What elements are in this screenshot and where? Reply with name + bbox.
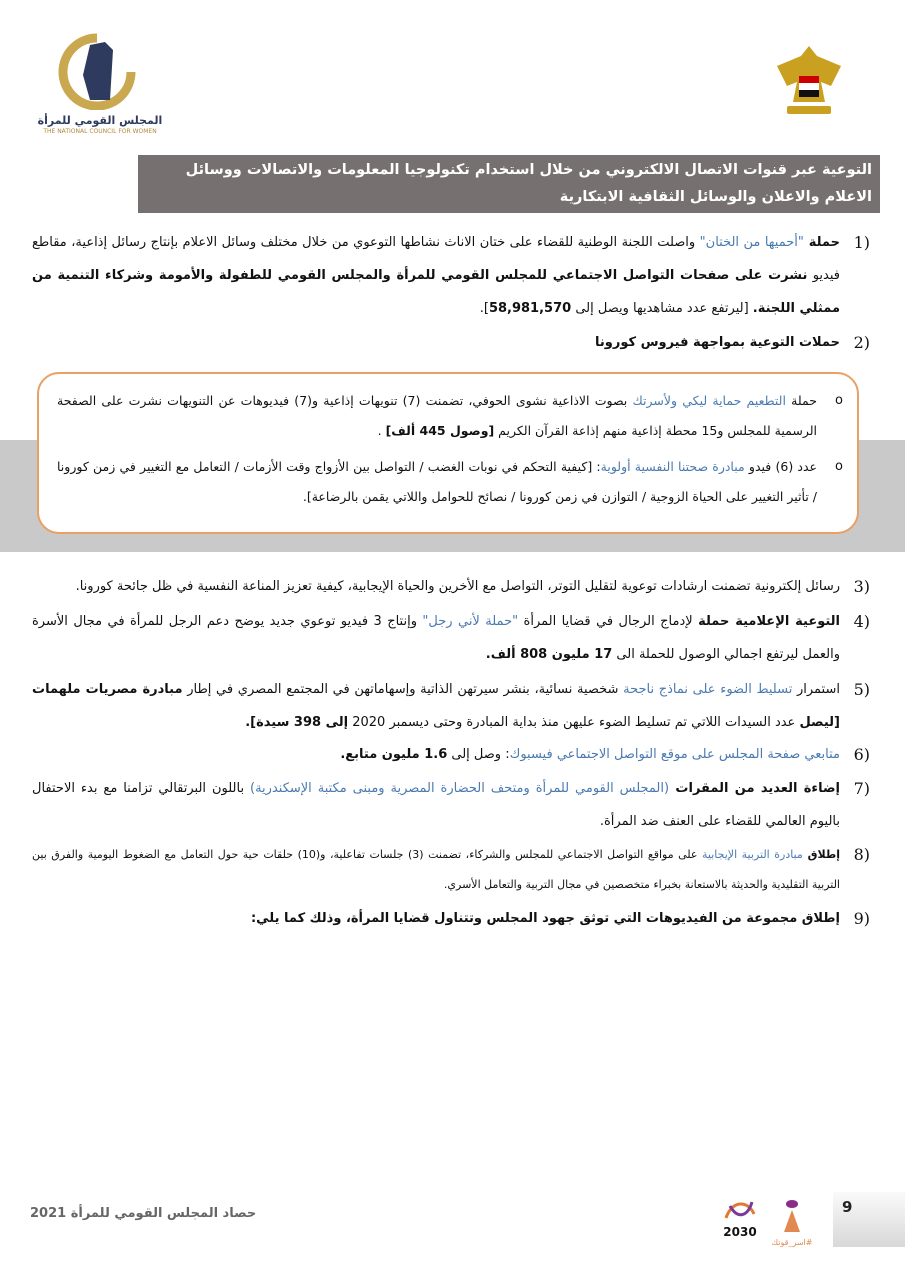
text-segment: واصلت اللجنة الوطنية للقضاء على ختان الاناث نشاطها التوعوي من خلال مختلف وسائل الاعلام بإنتاج رسائل إذاعية، مقاطع فيديو [32,235,840,283]
vision-2030-logo [718,1198,762,1244]
bold-text: إضاءة العديد من المقرات [669,781,840,796]
text-segment: : [كيفية التحكم في نوبات الغضب / التواصل بين الأزواج وقت الأزمات / التعامل مع التغيير في زمن كورونا / تأثير التغيير على الحياة الزوجية / التوازن في زمن كورونا / نصائح للحوامل واللاتي يقمن بالرضاعة]. [57,459,817,504]
logo-english-text: THE NATIONAL COUNCIL FOR WOMEN [43,128,157,135]
list-item [32,772,870,838]
highlighted-text: تسليط الضوء على نماذج ناجحة [623,682,793,697]
list-item-number: 3) [853,577,870,596]
footer-title: حصاد المجلس القومي للمرأة 2021 [30,1206,257,1221]
highlighted-text: مبادرة صحتنا النفسية أولوية [600,459,745,474]
text-segment: ]. [479,301,489,316]
bold-text: حملات التوعية بمواجهة فيروس كورونا [595,335,840,350]
bold-text: مبادرة مصريات ملهمات [32,682,183,697]
bullet-item [57,452,843,512]
bold-text: 58,981,570 [488,301,572,316]
list-item [32,326,870,359]
bold-text: التوعية الإعلامية حملة [698,614,841,629]
highlighted-text: متابعي صفحة المجلس على موقع التواصل الاجتماعي فيسبوك [509,747,840,762]
list-item [32,840,870,900]
list-item [32,570,870,603]
text-segment: استمرار [792,682,840,697]
page-number: 9 [842,1198,853,1216]
bullet-circle-icon: o [835,459,843,474]
campaign-logo [770,1196,814,1248]
bold-text: إطلاق [802,848,840,861]
bold-text: إطلاق مجموعة من الفيديوهات التي توثق جهود المجلس وتتناول قضايا المرأة، وذلك كما يلي: [250,911,840,926]
bold-text: حملة [803,235,840,250]
text-segment: شخصية نسائية، بنشر سيرتهن الذاتية وإسهاماتهن في المجتمع المصري في إطار [182,682,624,697]
highlighted-text: مبادرة التربية الإيجابية [702,848,803,861]
list-item [32,226,870,325]
highlighted-text: "حملة لأني رجل" [422,614,519,629]
egypt-eagle-emblem [775,42,843,120]
bold-text: [ليصل [799,715,840,730]
text-segment: بصوت الاذاعية نشوى الحوفي، تضمنت (7) تنويهات إذاعية و(7) فيديوهات عن التنويهات نشرت على الصفحة الرسمية للمجلس و15 محطة إذاعية منهم إذاعة القرآن الكريم [57,393,817,438]
ncw-logo [35,30,165,138]
text-segment: على مواقع التواصل الاجتماعي للمجلس والشركاء، تضمنت (3) جلسات تفاعلية، و(10) حلقات حية حول التعامل مع الضغوط اليومية والفرق بين التربية التقليدية والحديثة بالاستعانة بخبراء متخصصين في مجال التربية والتعامل الأسري. [32,848,840,891]
section-title-bar: التوعية عبر قنوات الاتصال الالكتروني من خلال استخدام تكنولوجيا المعلومات والاتصالات ووسائل الاعلام والاعلان والوسائل الثقافية الابتكارية [138,155,880,213]
list-item-number: 9) [853,909,870,928]
logo-arabic-text: المجلس القومي للمرأة [37,114,163,127]
list-item-number: 5) [853,680,870,699]
text-segment: لإدماج الرجال في قضايا المرأة [518,614,699,629]
corona-campaigns-box [37,372,859,534]
bold-text: إلى 398 سيدة]. [245,715,349,730]
text-segment: : وصل إلى [447,747,510,762]
list-item [32,605,870,671]
list-item [32,738,870,771]
text-segment: عدد السيدات اللاتي تم تسليط الضوء عليهن منذ بداية المبادرة وحتى ديسمبر 2020 [348,715,800,730]
text-segment: [ليرتفع عدد مشاهديها ويصل إلى [571,301,753,316]
list-item-number: 2) [853,333,870,352]
list-item-number: 4) [853,612,870,631]
text-segment: . [377,423,386,438]
text-segment: رسائل إلكترونية تضمنت ارشادات توعوية لتقليل التوتر، التواصل مع الأخرين والحياة الإيجابية، كيفية تعزيز المناعة النفسية في ظل جائحة كورونا. [75,579,840,594]
logo-2030-text: 2030 [723,1225,757,1239]
list-item [32,902,870,935]
text-segment: باللون البرتقالي تزامنا مع بدء الاحتفال باليوم العالمي للقضاء على العنف ضد المرأة. [32,781,840,829]
highlighted-text: "أحميها من الختان" [699,235,804,250]
list-item-number: 6) [853,745,870,764]
text-segment: وإنتاج 3 فيديو توعوي جديد يوضح دعم الرجل للمرأة في مجال الأسرة والعمل ليرتفع اجمالي الوصول للحملة الى [32,614,840,662]
highlighted-text: التطعيم حماية ليكي ولأسرتك [632,393,786,408]
highlighted-text: (المجلس القومي للمرأة ومتحف الحضارة المصرية ومبنى مكتبة الإسكندرية) [250,781,670,796]
bold-text: 17 مليون 808 ألف. [485,647,613,662]
bold-text: نشرت على صفحات التواصل الاجتماعي للمجلس القومي للمرأة والمجلس القومي للطفولة والأمومة وشركاء التنمية من ممثلي اللجنة. [32,268,840,316]
list-item-number: 7) [853,779,870,798]
bold-text: 1.6 مليون متابع. [340,747,448,762]
text-segment: عدد (6) فيدو [744,459,818,474]
text-segment: حملة [785,393,817,408]
list-item-number: 1) [853,233,870,252]
list-item-number: 8) [853,845,870,864]
bullet-circle-icon: o [835,393,843,408]
campaign-logo-text: #اسر_قوتك [771,1238,813,1247]
bullet-item [57,386,843,446]
list-item [32,673,870,739]
bold-text: [وصول 445 ألف] [385,423,495,438]
